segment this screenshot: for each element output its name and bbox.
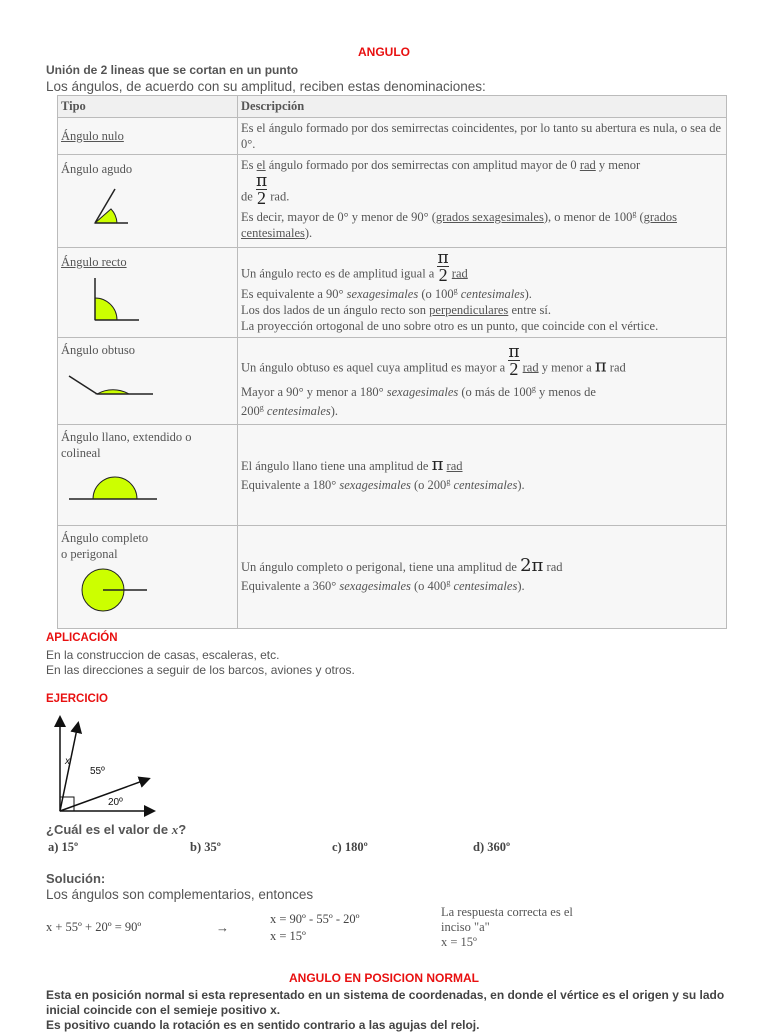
- equation: x + 55º + 20º = 90º: [46, 920, 142, 934]
- table-row: Ángulo completo o perigonal Un ángulo completo o perigonal, tiene una amplitud de 2π rad Equivalente a 360° sexagesimales (o 400$^g$ centesimales).: [58, 526, 727, 629]
- solucion-heading: Solución:: [46, 871, 106, 886]
- normal-line-1: Esta en posición normal si esta representado en un sistema de coordenadas, en donde el vértice es el origen y su lado: [46, 988, 725, 1002]
- link-rad[interactable]: rad: [522, 360, 539, 375]
- aplicacion-line-1: En la construccion de casas, escaleras, etc.: [46, 648, 280, 662]
- normal-line-2: inicial coincide con el semieje positivo x.: [46, 1003, 281, 1017]
- label-x: x: [65, 756, 70, 767]
- header-descripcion: Descripción: [238, 96, 727, 118]
- answer-3: x = 15º: [441, 935, 477, 949]
- table-row: [58, 118, 727, 155]
- fraction-pi-2: $\frac{\pi}{2}$: [508, 342, 520, 379]
- link-angulo-nulo[interactable]: Ángulo nulo: [61, 129, 124, 143]
- arrow-icon: →: [216, 920, 229, 935]
- option-c[interactable]: c) 180º: [332, 840, 368, 854]
- option-a[interactable]: a) 15º: [48, 840, 79, 854]
- aplicacion-heading: APLICACIÓN: [46, 632, 118, 644]
- acute-angle-figure: [83, 181, 163, 231]
- exercise-figure: [48, 712, 163, 817]
- right-angle-figure: [89, 270, 169, 325]
- label-20: 20º: [108, 797, 123, 808]
- name-completo: Ángulo completo o perigonal: [61, 531, 149, 561]
- intro-text: Los ángulos, de acuerdo con su amplitud, reciben estas denominaciones:: [46, 79, 486, 94]
- header-tipo: Tipo: [58, 96, 238, 118]
- page-title: ANGULO: [358, 45, 410, 59]
- link-grados-sexagesimales[interactable]: grados sexagesimales: [435, 210, 544, 225]
- answer-1: La respuesta correcta es el: [441, 905, 573, 919]
- name-llano: Ángulo llano, extendido o colineal: [61, 430, 192, 460]
- step-2: x = 15º: [270, 929, 306, 943]
- name-obtuso: Ángulo obtuso: [61, 343, 135, 357]
- table-row: Ángulo agudo Es el ángulo formado por dos semirrectas con amplitud mayor de 0 rad y menor de $\frac{\pi}{2}$ rad. Es decir, mayor de 0° y menor de 90° (grados sexagesimales), o menor de 100$^g$ (grados centesimales).: [58, 155, 727, 248]
- table-row: Ángulo obtuso Un ángulo obtuso es aquel cuya amplitud es mayor a $\frac{\pi}{2}$ rad y menor a π rad Mayor a 90° y menor a 180° sexagesimales (o más de 100$^g$ y menos de 200$^g$ centesimales).: [58, 338, 727, 425]
- link-el[interactable]: el: [256, 158, 266, 172]
- angle-types-table: [57, 95, 727, 629]
- solucion-line: Los ángulos son complementarios, entonces: [46, 887, 314, 902]
- link-rad[interactable]: rad: [451, 266, 468, 281]
- step-1: x = 90º - 55º - 20º: [270, 912, 360, 926]
- fraction-pi-2: $\frac{\pi}{2}$: [437, 248, 449, 285]
- subtitle: Unión de 2 lineas que se cortan en un punto: [46, 63, 299, 77]
- table-header-row: [58, 96, 727, 118]
- link-grados-centesimales[interactable]: grados centesimales: [241, 210, 677, 241]
- name-agudo: Ángulo agudo: [61, 162, 133, 176]
- label-55: 55º: [90, 766, 105, 777]
- fraction-pi-2: $\frac{\pi}{2}$: [255, 171, 268, 208]
- straight-angle-figure: [65, 465, 165, 510]
- link-rad[interactable]: rad: [579, 158, 596, 172]
- link-angulo-recto[interactable]: Ángulo recto: [61, 255, 127, 269]
- aplicacion-line-2: En las direcciones a seguir de los barcos, aviones y otros.: [46, 663, 355, 677]
- table-row: Ángulo llano, extendido o colineal El ángulo llano tiene una amplitud de π rad Equivalente a 180° sexagesimales (o 200$^g$ centesimales).: [58, 425, 727, 526]
- answer-2: inciso "a": [441, 920, 490, 934]
- obtuse-angle-figure: [67, 362, 167, 407]
- desc-nulo: Es el ángulo formado por dos semirrectas coincidentes, por lo tanto su abertura es nula, o sea de 0°.: [238, 118, 727, 155]
- full-angle-figure: [77, 566, 167, 614]
- option-d[interactable]: d) 360º: [473, 840, 511, 854]
- link-perpendiculares[interactable]: perpendiculares: [429, 303, 509, 318]
- link-rad[interactable]: rad: [446, 459, 463, 473]
- normal-line-3: Es positivo cuando la rotación es en sentido contrario a las agujas del reloj.: [46, 1018, 480, 1032]
- ejercicio-heading: EJERCICIO: [46, 693, 108, 705]
- normal-heading: ANGULO EN POSICION NORMAL: [288, 971, 479, 985]
- table-row: Ángulo recto Un ángulo recto es de amplitud igual a $\frac{\pi}{2}$ rad Es equivalente a 90° sexagesimales (o 100$^g$ centesimales). Los dos lados de un ángulo recto son perpendiculares entre sí. La proyección ortogonal de uno sobre otro es un punto, que coincide con el vértice.: [58, 248, 727, 338]
- question: ¿Cuál es el valor de x?: [46, 822, 187, 837]
- option-b[interactable]: b) 35º: [190, 840, 221, 854]
